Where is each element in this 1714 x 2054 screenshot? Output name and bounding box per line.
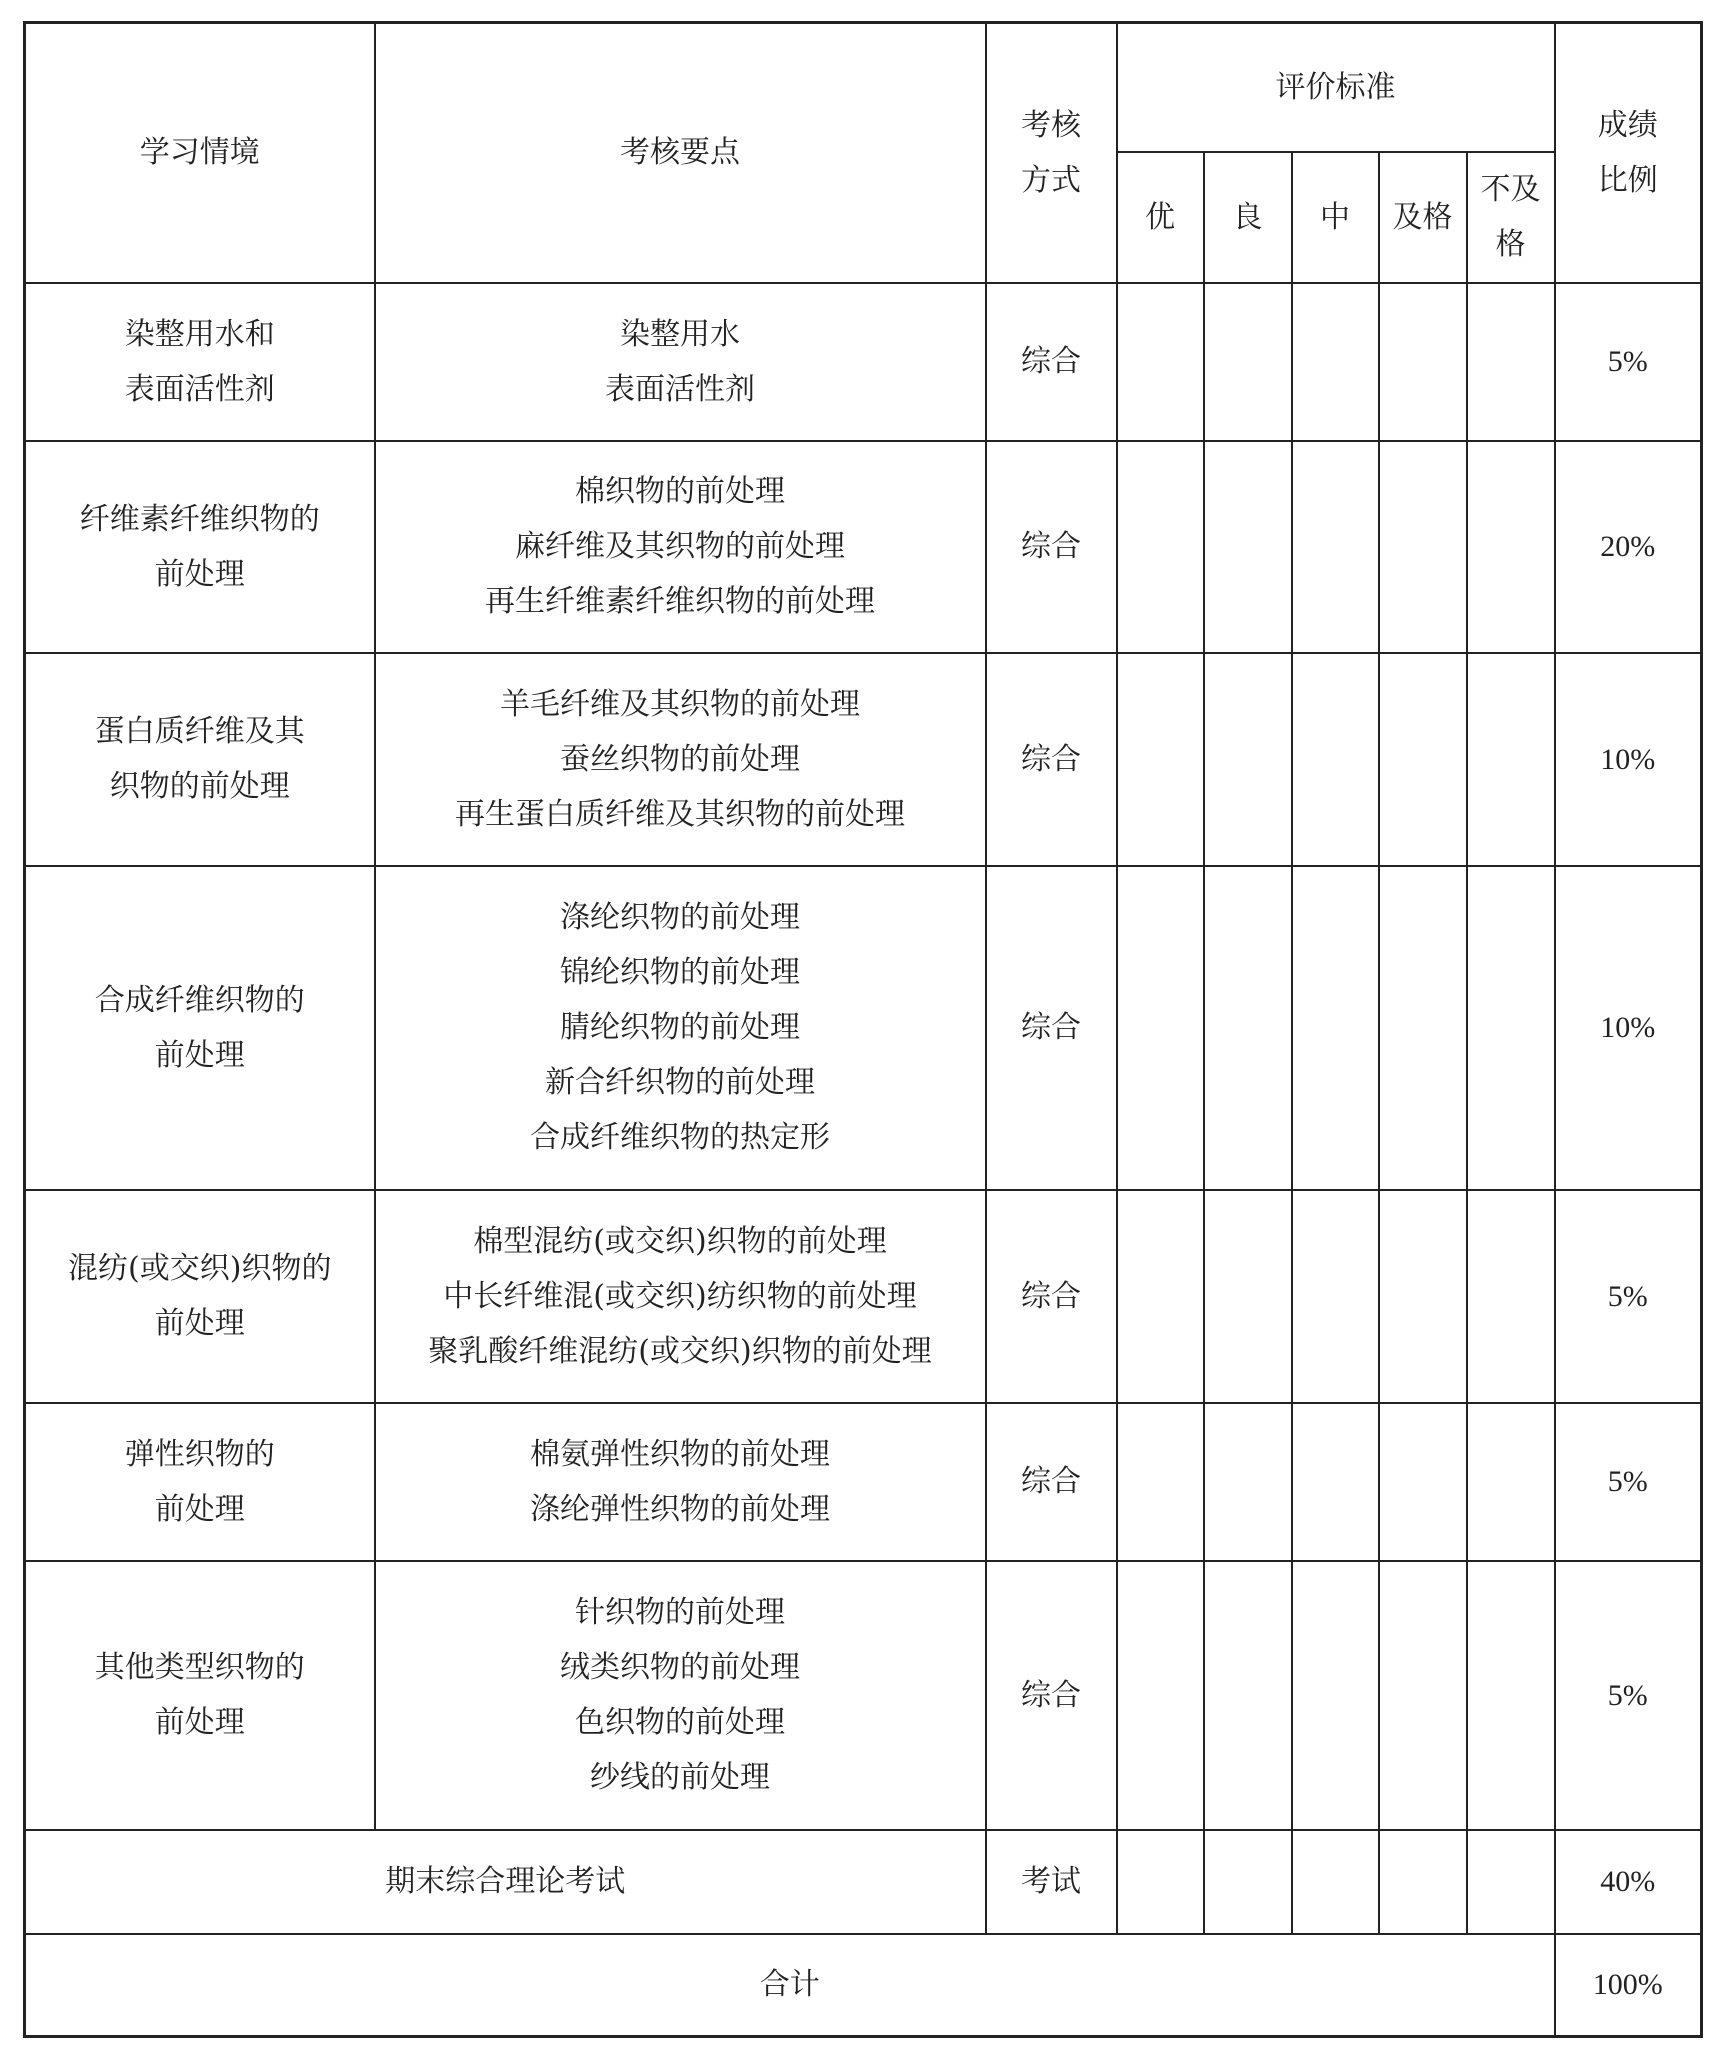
header-grade-good: 良 [1204,152,1292,283]
grade-cell [1379,653,1467,866]
points-cell: 棉型混纺(或交织)织物的前处理 中长纤维混(或交织)纺织物的前处理 聚乳酸纤维混纺(或交织)织物的前处理 [375,1190,986,1403]
grade-cell [1117,653,1204,866]
header-standard: 评价标准 [1117,23,1555,152]
situation-cell: 纤维素纤维织物的 前处理 [25,441,375,653]
header-grade-medium: 中 [1292,152,1379,283]
grade-cell [1379,441,1467,653]
ratio-cell: 5% [1555,1403,1702,1561]
grade-cell [1117,441,1204,653]
grade-cell [1204,1403,1292,1561]
grade-cell [1292,1403,1379,1561]
grade-cell [1467,1190,1555,1403]
ratio-cell: 5% [1555,1190,1702,1403]
points-cell: 针织物的前处理 绒类织物的前处理 色织物的前处理 纱线的前处理 [375,1561,986,1830]
situation-cell: 弹性织物的 前处理 [25,1403,375,1561]
method-cell: 综合 [986,441,1117,653]
method-cell: 综合 [986,1561,1117,1830]
grade-cell [1292,1830,1379,1934]
situation-cell: 混纺(或交织)织物的 前处理 [25,1190,375,1403]
method-cell: 综合 [986,653,1117,866]
ratio-cell: 40% [1555,1830,1702,1934]
header-situation: 学习情境 [25,23,375,283]
ratio-cell: 10% [1555,866,1702,1190]
grade-cell [1379,866,1467,1190]
final-exam-label: 期末综合理论考试 [25,1830,986,1934]
grade-cell [1379,1830,1467,1934]
grade-cell [1204,441,1292,653]
header-ratio: 成绩 比例 [1555,23,1702,283]
table-row [25,866,1702,1190]
points-cell: 棉织物的前处理 麻纤维及其织物的前处理 再生纤维素纤维织物的前处理 [375,441,986,653]
table-row [25,653,1702,866]
grade-cell [1292,441,1379,653]
method-cell: 综合 [986,1403,1117,1561]
header-row [25,23,1702,152]
grade-cell [1467,653,1555,866]
grade-cell [1204,283,1292,441]
method-cell: 综合 [986,283,1117,441]
method-cell: 考试 [986,1830,1117,1934]
grade-cell [1117,1561,1204,1830]
table-row [25,1190,1702,1403]
header-grade-pass: 及格 [1379,152,1467,283]
points-cell: 羊毛纤维及其织物的前处理 蚕丝织物的前处理 再生蛋白质纤维及其织物的前处理 [375,653,986,866]
table-row [25,1561,1702,1830]
grade-cell [1117,1190,1204,1403]
grade-cell [1117,1830,1204,1934]
grade-cell [1467,1403,1555,1561]
table-row [25,283,1702,441]
grade-cell [1379,1403,1467,1561]
situation-cell: 其他类型织物的 前处理 [25,1561,375,1830]
grade-cell [1204,1190,1292,1403]
grade-cell [1117,283,1204,441]
grade-cell [1467,441,1555,653]
ratio-cell: 5% [1555,283,1702,441]
grade-cell [1467,283,1555,441]
grade-cell [1292,1190,1379,1403]
header-method: 考核 方式 [986,23,1117,283]
ratio-cell: 5% [1555,1561,1702,1830]
table-row [25,441,1702,653]
total-ratio: 100% [1555,1934,1702,2037]
table-row [25,1403,1702,1561]
grade-cell [1467,1830,1555,1934]
total-label: 合计 [25,1934,1555,2037]
grade-cell [1117,866,1204,1190]
grade-cell [1467,866,1555,1190]
header-points: 考核要点 [375,23,986,283]
points-cell: 棉氨弹性织物的前处理 涤纶弹性织物的前处理 [375,1403,986,1561]
situation-cell: 染整用水和 表面活性剂 [25,283,375,441]
points-cell: 涤纶织物的前处理 锦纶织物的前处理 腈纶织物的前处理 新合纤织物的前处理 合成纤维织物的热定形 [375,866,986,1190]
assessment-table [23,21,1703,2038]
grade-cell [1204,1561,1292,1830]
grade-cell [1292,653,1379,866]
final-exam-row [25,1830,1702,1934]
ratio-cell: 10% [1555,653,1702,866]
grade-cell [1379,1190,1467,1403]
total-row [25,1934,1702,2037]
grade-cell [1292,1561,1379,1830]
situation-cell: 合成纤维织物的 前处理 [25,866,375,1190]
grade-cell [1467,1561,1555,1830]
header-grade-excellent: 优 [1117,152,1204,283]
grade-cell [1292,866,1379,1190]
header-grade-fail: 不及 格 [1467,152,1555,283]
method-cell: 综合 [986,1190,1117,1403]
grade-cell [1292,283,1379,441]
grade-cell [1379,283,1467,441]
grade-cell [1204,653,1292,866]
grade-cell [1379,1561,1467,1830]
grade-cell [1117,1403,1204,1561]
ratio-cell: 20% [1555,441,1702,653]
grade-cell [1204,866,1292,1190]
grade-cell [1204,1830,1292,1934]
method-cell: 综合 [986,866,1117,1190]
situation-cell: 蛋白质纤维及其 织物的前处理 [25,653,375,866]
points-cell: 染整用水 表面活性剂 [375,283,986,441]
